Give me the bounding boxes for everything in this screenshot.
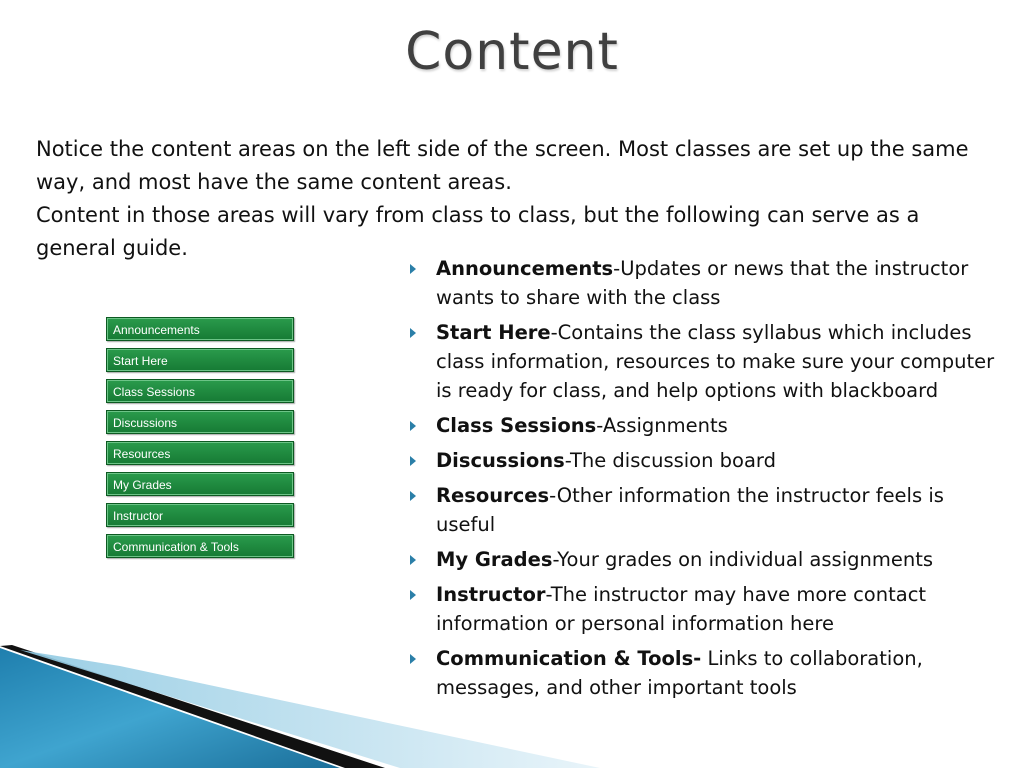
bullet-description: -Updates or news that the instructor wants to share with the class bbox=[436, 257, 969, 309]
bullet-description: -Your grades on individual assignments bbox=[552, 548, 934, 571]
bullet-description: -Assignments bbox=[596, 414, 728, 437]
list-item bbox=[406, 446, 1006, 475]
arrow-bullet-icon bbox=[410, 654, 416, 664]
arrow-bullet-icon bbox=[410, 264, 416, 274]
bullet-term: Discussions bbox=[436, 449, 565, 472]
list-item bbox=[406, 254, 1006, 312]
bullet-term: Class Sessions bbox=[436, 414, 597, 437]
list-item bbox=[406, 644, 1006, 702]
menu-item-discussions[interactable]: Discussions bbox=[106, 410, 294, 434]
bullet-term: Start Here bbox=[436, 321, 551, 344]
bullet-description: -The discussion board bbox=[564, 449, 776, 472]
arrow-bullet-icon bbox=[410, 555, 416, 565]
menu-item-communication-tools[interactable]: Communication & Tools bbox=[106, 534, 294, 558]
menu-item-announcements[interactable]: Announcements bbox=[106, 317, 294, 341]
menu-item-start-here[interactable]: Start Here bbox=[106, 348, 294, 372]
intro-paragraph-2: Content in those areas will vary from class to class, but the following can serve as a general guide. bbox=[36, 203, 920, 260]
list-item bbox=[406, 411, 1006, 440]
content-areas-menu bbox=[106, 317, 294, 565]
menu-item-instructor[interactable]: Instructor bbox=[106, 503, 294, 527]
arrow-bullet-icon bbox=[410, 491, 416, 501]
bullet-description: -Contains the class syllabus which includes class information, resources to make sure your computer is ready for class, and help options with blackboard bbox=[436, 321, 995, 402]
bullet-term: Announcements bbox=[436, 257, 614, 280]
slide-title: Content bbox=[405, 22, 619, 82]
arrow-bullet-icon bbox=[410, 590, 416, 600]
bullet-description: Links to collaboration, messages, and other important tools bbox=[436, 647, 923, 699]
list-item bbox=[406, 318, 1006, 405]
list-item bbox=[406, 545, 1006, 574]
bullet-term: Communication & Tools- bbox=[436, 647, 702, 670]
intro-paragraph-1: Notice the content areas on the left side of the screen. Most classes are set up the same way, and most have the same content areas. bbox=[36, 137, 969, 194]
arrow-bullet-icon bbox=[410, 421, 416, 431]
arrow-bullet-icon bbox=[410, 456, 416, 466]
bullet-term: Instructor bbox=[436, 583, 546, 606]
menu-item-class-sessions[interactable]: Class Sessions bbox=[106, 379, 294, 403]
bullet-term: Resources bbox=[436, 484, 550, 507]
bullet-term: My Grades bbox=[436, 548, 553, 571]
bullet-description: -Other information the instructor feels is useful bbox=[436, 484, 944, 536]
content-area-descriptions bbox=[406, 254, 1006, 708]
list-item bbox=[406, 580, 1006, 638]
list-item bbox=[406, 481, 1006, 539]
bullet-description: -The instructor may have more contact information or personal information here bbox=[436, 583, 927, 635]
menu-item-my-grades[interactable]: My Grades bbox=[106, 472, 294, 496]
menu-item-resources[interactable]: Resources bbox=[106, 441, 294, 465]
arrow-bullet-icon bbox=[410, 328, 416, 338]
intro-text bbox=[36, 133, 996, 265]
